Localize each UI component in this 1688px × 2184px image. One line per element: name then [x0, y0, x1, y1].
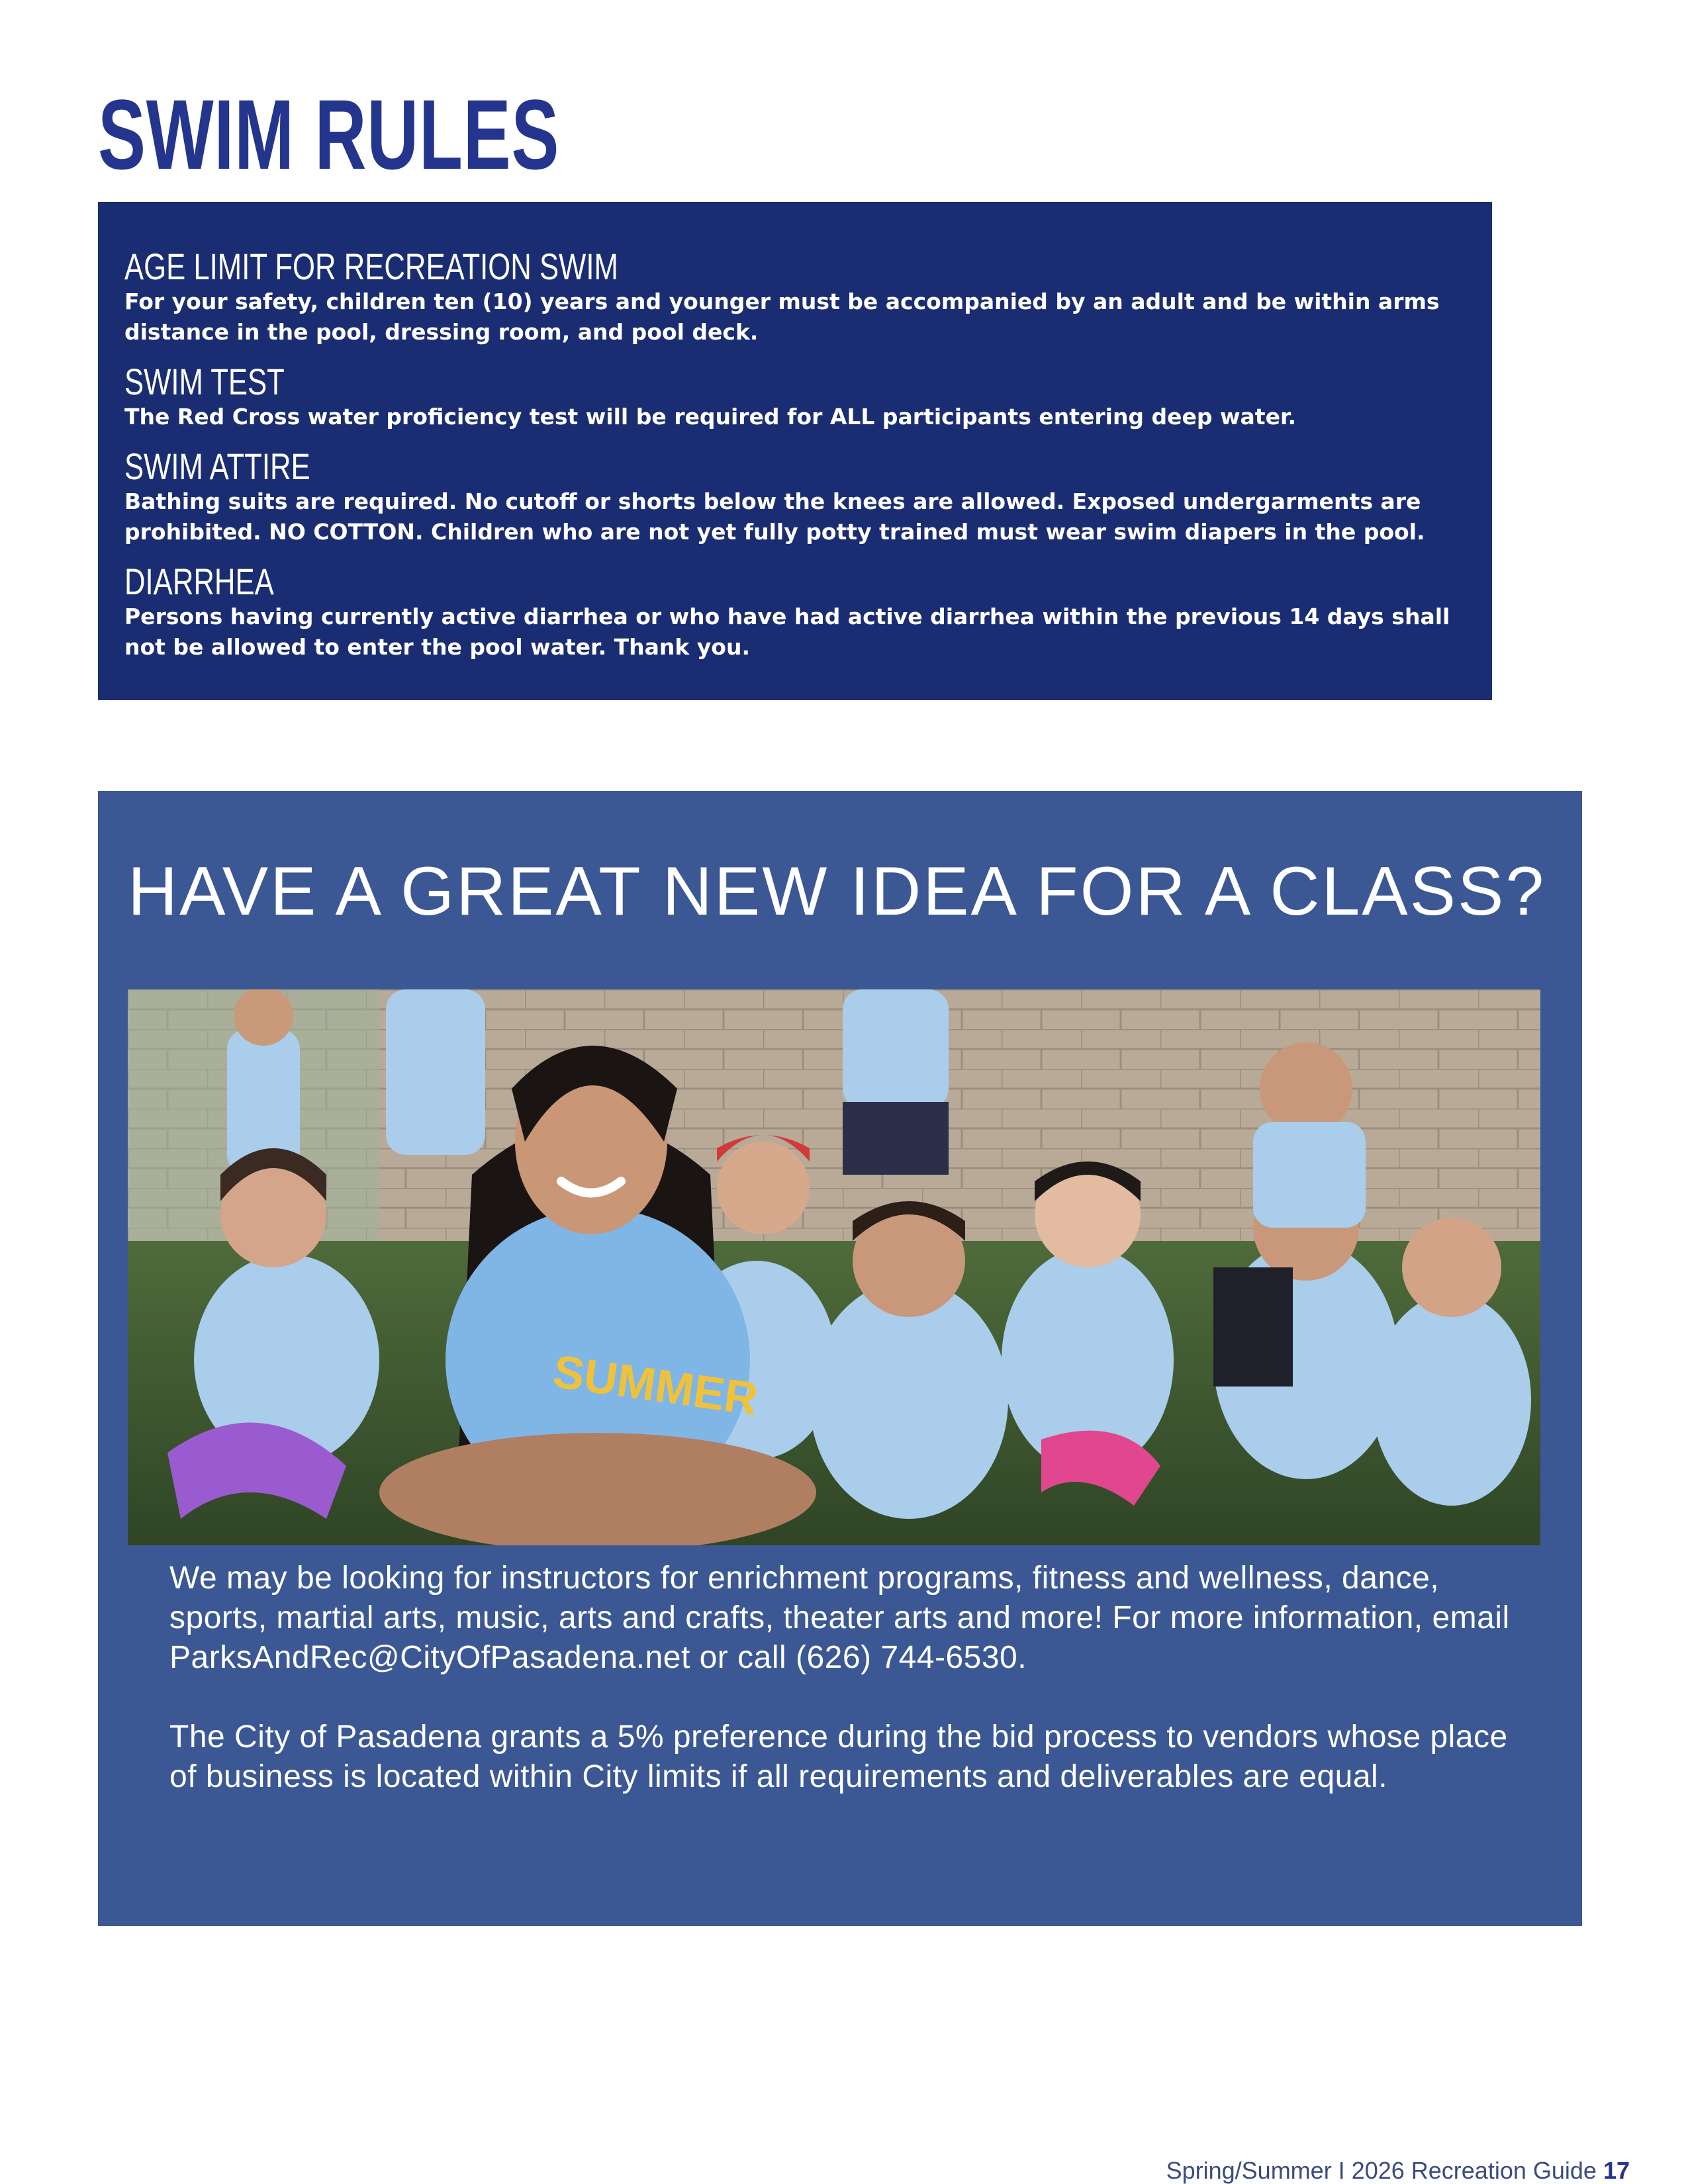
rule-body: Bathing suits are required. No cutoff or shorts below the knees are allowed. Exposed undergarments are prohibited. NO COTTON. Children who are not yet fully potty trained must wear swim diapers in the pool. [124, 488, 1425, 545]
class-idea-box [98, 791, 1582, 1926]
rule-body: Persons having currently active diarrhea or who have had active diarrhea within the previous 14 days shall not be allowed to enter the pool water. Thank you. [124, 604, 1450, 660]
swim-rules-box [98, 202, 1492, 700]
rule-age-limit [124, 248, 1466, 347]
kids-group-photo [128, 989, 1540, 1545]
page-number: 17 [1603, 2157, 1630, 2184]
rule-diarrhea [124, 563, 1466, 662]
rule-body: The Red Cross water proficiency test will be required for ALL participants entering deep water. [124, 404, 1297, 430]
rule-heading: SWIM ATTIRE [124, 445, 310, 487]
page-title: SWIM RULES [98, 79, 560, 190]
rule-heading: SWIM TEST [124, 361, 285, 402]
footer-label: Spring/Summer I 2026 Recreation Guide [1166, 2157, 1597, 2184]
class-idea-paragraph: We may be looking for instructors for enrichment programs, fitness and wellness, dance, sports, martial arts, music, arts and crafts, theater arts and more! For more information, email ParksAndRec@CityOfPasadena.net or call (626) 744-6530. [169, 1561, 1510, 1675]
rule-heading: DIARRHEA [124, 561, 274, 602]
photo-illustration [128, 989, 1540, 1545]
rule-body: For your safety, children ten (10) years and younger must be accompanied by an adult and be within arms distance in the pool, dressing room, and pool deck. [124, 289, 1440, 345]
shirt-print: SUMMER [549, 1345, 761, 1426]
page-footer [1166, 2159, 1630, 2183]
class-idea-title: HAVE A GREAT NEW IDEA FOR A CLASS? [128, 853, 1546, 930]
rule-swim-test [124, 363, 1466, 432]
class-idea-text [169, 1559, 1513, 1837]
rule-swim-attire [124, 445, 1466, 547]
class-idea-paragraph: The City of Pasadena grants a 5% preference during the bid process to vendors whose place of business is located within City limits if all requirements and deliverables are equal. [169, 1719, 1508, 1794]
rule-heading: AGE LIMIT FOR RECREATION SWIM [124, 246, 618, 287]
